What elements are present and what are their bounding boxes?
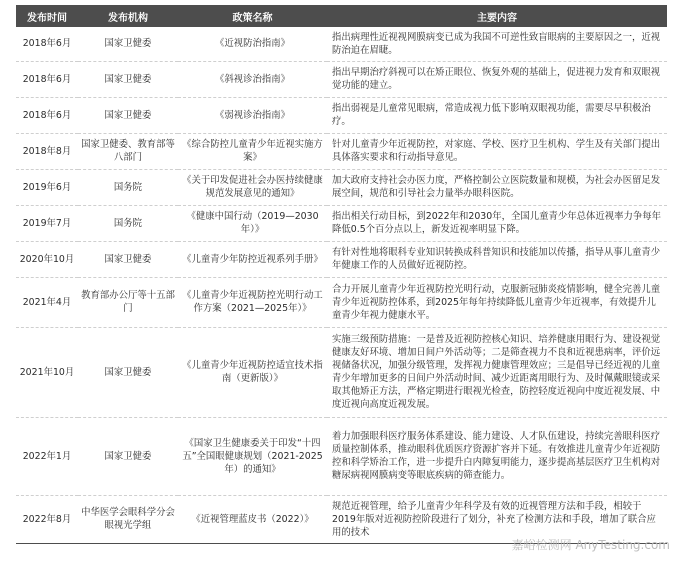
cell-policy: 《儿童青少年近视防控适宜技术指南（更新版）》: [178, 327, 327, 417]
cell-date: 2018年6月: [16, 97, 78, 133]
table-row: [16, 61, 667, 97]
cell-content: 针对儿童青少年近视防控，对家庭、学校、医疗卫生机构、学生及有关部门提出具体落实要求和行动指导意见。: [327, 133, 667, 169]
cell-agency: 国务院: [78, 169, 178, 205]
cell-policy: 《近视防治指南》: [178, 27, 327, 61]
table-row: [16, 327, 667, 417]
cell-content: 指出相关行动目标，到2022年和2030年，全国儿童青少年总体近视率力争每年降低0.5个百分点以上，新发近视率明显下降。: [327, 205, 667, 241]
cell-agency: 国家卫健委: [78, 241, 178, 277]
cell-date: 2018年6月: [16, 61, 78, 97]
cell-content: 着力加强眼科医疗服务体系建设、能力建设、人才队伍建设，持续完善眼科医疗质量控制体系，推动眼科优质医疗资源扩容并下延。有效推进儿童青少年近视防控和科学矫治工作，进一步提升白内障复明能力，逐步提高基层医疗卫生机构对糖尿病视网膜病变等眼底疾病的筛查能力。: [327, 417, 667, 495]
cell-agency: 国家卫健委: [78, 97, 178, 133]
table-row: [16, 241, 667, 277]
cell-date: 2019年6月: [16, 169, 78, 205]
table-header-row: [16, 5, 667, 27]
header-policy: 政策名称: [178, 5, 327, 27]
cell-content: 指出病理性近视视网膜病变已成为我国不可逆性致盲眼病的主要原因之一，近视防治迫在眉睫。: [327, 27, 667, 61]
cell-date: 2021年4月: [16, 277, 78, 327]
cell-date: 2020年10月: [16, 241, 78, 277]
cell-policy: 《综合防控儿童青少年近视实施方案》: [178, 133, 327, 169]
cell-content: 实施三级预防措施：一是普及近视防控核心知识、培养健康用眼行为、建设视觉健康友好环境、增加日间户外活动等；二是筛查视力不良和近视患病率，评价远视储备状况，加强分级管理，发挥视力健康管理效应；三是倡导已经近视的儿童青少年增加更多的日间户外活动时间、减少近距离用眼行为、及时佩戴眼镜或采取其他矫正方法，严格定期进行眼视光检查，防控轻度近视向中度近视发展、中度近视向高度近视发展。: [327, 327, 667, 417]
cell-policy: 《健康中国行动（2019—2030年）》: [178, 205, 327, 241]
cell-content: 指出弱视是儿童常见眼病，常造成视力低下影响双眼视功能，需要尽早积极治疗。: [327, 97, 667, 133]
cell-policy: 《儿童青少年防控近视系列手册》: [178, 241, 327, 277]
cell-agency: 教育部办公厅等十五部门: [78, 277, 178, 327]
cell-date: 2022年1月: [16, 417, 78, 495]
cell-agency: 国家卫健委: [78, 61, 178, 97]
cell-agency: 国家卫健委: [78, 27, 178, 61]
cell-date: 2018年6月: [16, 27, 78, 61]
cell-policy: 《近视管理蓝皮书（2022）》: [178, 495, 327, 543]
cell-content: 规范近视管理，给予儿童青少年科学及有效的近视管理方法和手段，相较于2019年版对近视防控阶段进行了划分，补充了检测方法和手段，增加了联合应用的技术: [327, 495, 667, 543]
policy-table: [16, 5, 667, 544]
cell-policy: 《国家卫生健康委关于印发“十四五”全国眼健康规划（2021-2025年）的通知》: [178, 417, 327, 495]
cell-agency: 国家卫健委: [78, 417, 178, 495]
watermark: 嘉峪检测网 AnyTesting.com: [511, 538, 670, 552]
table-row: [16, 417, 667, 495]
cell-agency: 国家卫健委: [78, 327, 178, 417]
cell-content: 有针对性地将眼科专业知识转换成科普知识和技能加以传播，指导从事儿童青少年健康工作的人员做好近视防控。: [327, 241, 667, 277]
table-row: [16, 97, 667, 133]
cell-content: 合力开展儿童青少年近视防控光明行动，克服新冠肺炎疫情影响，健全完善儿童青少年近视防控体系，到2025年每年持续降低儿童青少年近视率，有效提升儿童青少年视力健康水平。: [327, 277, 667, 327]
cell-date: 2019年7月: [16, 205, 78, 241]
cell-policy: 《弱视诊治指南》: [178, 97, 327, 133]
table-row: [16, 27, 667, 61]
table-row: [16, 205, 667, 241]
cell-agency: 国家卫健委、教育部等八部门: [78, 133, 178, 169]
cell-date: 2018年8月: [16, 133, 78, 169]
header-agency: 发布机构: [78, 5, 178, 27]
cell-date: 2022年8月: [16, 495, 78, 543]
table-row: [16, 133, 667, 169]
cell-policy: 《儿童青少年近视防控光明行动工作方案（2021—2025年）》: [178, 277, 327, 327]
cell-agency: 中华医学会眼科学分会眼视光学组: [78, 495, 178, 543]
table-row: [16, 277, 667, 327]
cell-date: 2021年10月: [16, 327, 78, 417]
cell-content: 加大政府支持社会办医力度，严格控制公立医院数量和规模，为社会办医留足发展空间，规范和引导社会力量举办眼科医院。: [327, 169, 667, 205]
cell-agency: 国务院: [78, 205, 178, 241]
cell-content: 指出早期治疗斜视可以在矫正眼位、恢复外观的基础上，促进视力发育和双眼视觉功能的建立。: [327, 61, 667, 97]
cell-policy: 《关于印发促进社会办医持续健康规范发展意见的通知》: [178, 169, 327, 205]
cell-policy: 《斜视诊治指南》: [178, 61, 327, 97]
header-content: 主要内容: [327, 5, 667, 27]
table-row: [16, 169, 667, 205]
header-date: 发布时间: [16, 5, 78, 27]
